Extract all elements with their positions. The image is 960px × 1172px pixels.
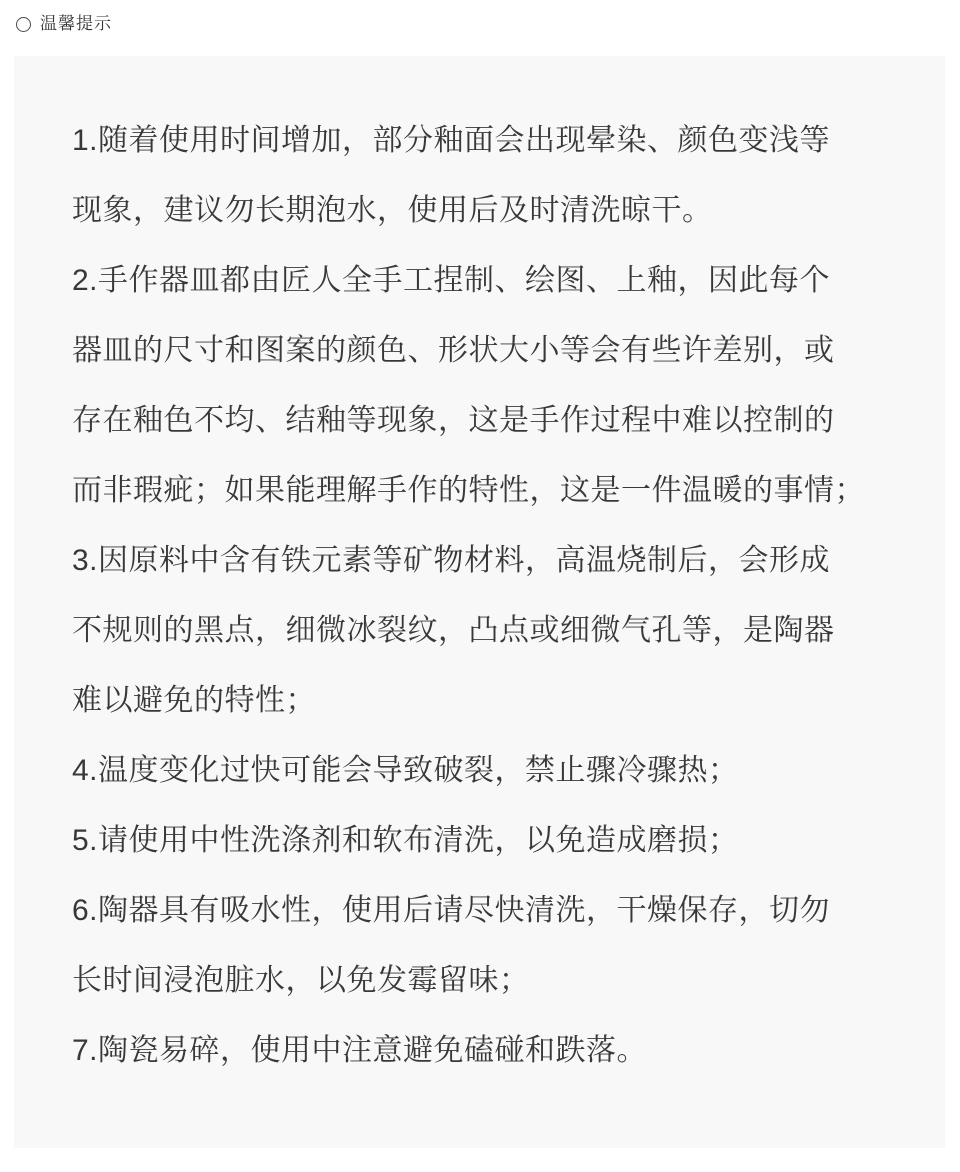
tip-line: 长时间浸泡脏水，以免发霉留味； [72,964,530,997]
tip-line: 4.温度变化过快可能会导致破裂，禁止骤冷骤热； [72,754,739,787]
tip-line: 现象，建议勿长期泡水，使用后及时清洗晾干。 [72,194,713,227]
tip-line: 2.手作器皿都由匠人全手工捏制、绘图、上釉，因此每个 [72,264,831,297]
tip-line: 6.陶器具有吸水性，使用后请尽快清洗，干燥保存，切勿 [72,894,831,927]
tip-line: 器皿的尺寸和图案的颜色、形状大小等会有些许差别，或 [72,334,835,367]
tip-line: 难以避免的特性； [72,684,316,717]
tips-body [72,106,905,1086]
tips-card [14,56,945,1148]
circle-outline-icon [16,17,31,32]
tip-line: 5.请使用中性洗涤剂和软布清洗，以免造成磨损； [72,824,739,857]
section-header [0,0,960,35]
section-title: 温馨提示 [40,14,112,33]
tip-line: 3.因原料中含有铁元素等矿物材料，高温烧制后，会形成 [72,544,831,577]
tip-line: 而非瑕疵；如果能理解手作的特性，这是一件温暖的事情； [72,474,865,507]
tip-line: 1.随着使用时间增加，部分釉面会出现晕染、颜色变浅等 [72,124,831,157]
tip-line: 不规则的黑点，细微冰裂纹，凸点或细微气孔等，是陶器 [72,614,835,647]
tip-line: 7.陶瓷易碎，使用中注意避免磕碰和跌落。 [72,1034,648,1067]
tip-line: 存在釉色不均、结釉等现象，这是手作过程中难以控制的 [72,404,835,437]
